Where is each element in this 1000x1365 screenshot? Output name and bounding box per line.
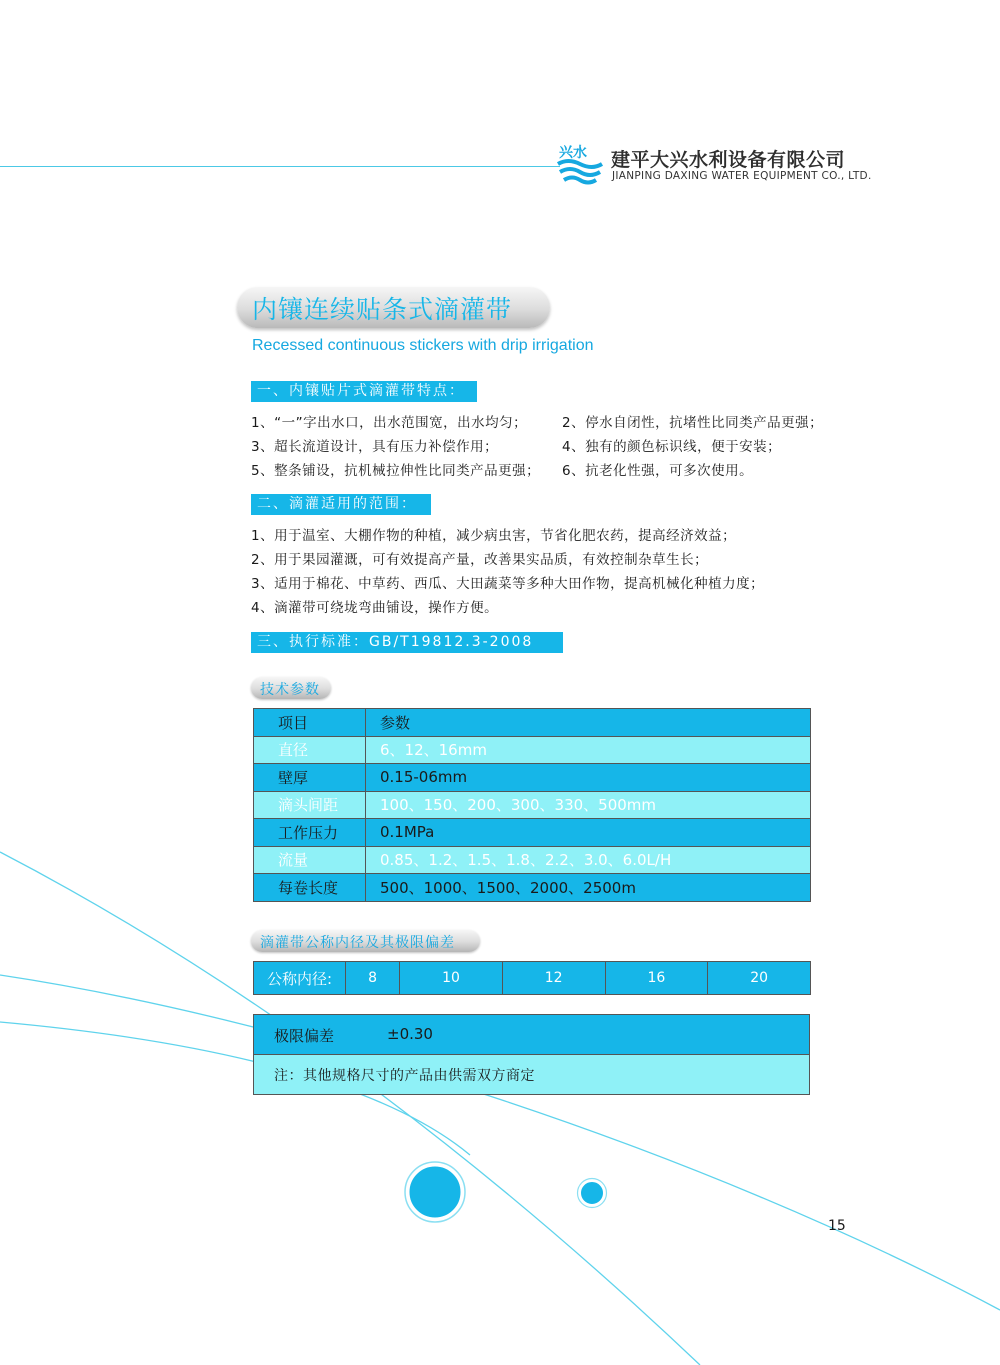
- param-value: 0.1MPa: [366, 819, 811, 847]
- page-number: 15: [828, 1218, 846, 1234]
- feature-item: 4、独有的颜色标识线，便于安装；: [562, 439, 782, 455]
- company-name-cn: 建平大兴水利设备有限公司: [611, 149, 846, 171]
- table-row: [254, 819, 811, 847]
- feature-item: 3、超长流道设计，具有压力补偿作用；: [251, 439, 499, 455]
- section-heading-standard: 三、执行标准：GB/T19812.3-2008: [251, 632, 563, 653]
- tech-params-label: 技术参数: [260, 682, 320, 698]
- diameter-value: 10: [400, 962, 503, 995]
- diameter-label: 滴灌带公称内径及其极限偏差: [260, 935, 455, 951]
- param-key: 滴头间距: [254, 791, 366, 819]
- tolerance-value: ±0.30: [387, 1025, 433, 1043]
- feature-item: 2、停水自闭性，抗堵性比同类产品更强；: [562, 415, 824, 431]
- scope-item: 2、用于果园灌溉，可有效提高产量，改善果实品质，有效控制杂草生长；: [251, 552, 709, 568]
- param-key: 每卷长度: [254, 874, 366, 902]
- section-heading-scope: 二、滴灌适用的范围：: [251, 494, 431, 515]
- param-value: 0.85、1.2、1.5、1.8、2.2、3.0、6.0L/H: [366, 846, 811, 874]
- scope-item: 1、用于温室、大棚作物的种植，减少病虫害，节省化肥农药，提高经济效益；: [251, 528, 737, 544]
- tech-params-table: [253, 708, 811, 902]
- tolerance-label: 极限偏差: [274, 1027, 335, 1045]
- diameter-row-label: 公称内径:: [254, 962, 346, 995]
- scope-item: 3、适用于棉花、中草药、西瓜、大田蔬菜等多种大田作物，提高机械化种植力度；: [251, 576, 765, 592]
- tolerance-note: 注：其他规格尺寸的产品由供需双方商定: [274, 1068, 535, 1084]
- large-circle-icon: [408, 1165, 462, 1219]
- param-key: 直径: [254, 736, 366, 764]
- table-row: [254, 764, 811, 792]
- company-name-en: JIANPING DAXING WATER EQUIPMENT CO., LTD.: [612, 170, 872, 182]
- diameter-value: 12: [502, 962, 605, 995]
- table-row: [254, 874, 811, 902]
- param-value: 0.15-06mm: [366, 764, 811, 792]
- param-key: 项目: [254, 709, 366, 737]
- table-row: [254, 709, 811, 737]
- tolerance-box: [253, 1014, 810, 1055]
- company-logo-icon: [556, 140, 604, 188]
- small-circle-icon: [580, 1181, 604, 1205]
- table-row: [254, 962, 811, 995]
- param-value: 500、1000、1500、2000、2500m: [366, 874, 811, 902]
- scope-item: 4、滴灌带可绕垅弯曲铺设，操作方便。: [251, 600, 499, 616]
- param-value: 100、150、200、300、330、500mm: [366, 791, 811, 819]
- diameter-value: 20: [708, 962, 811, 995]
- page-title: 内镶连续贴条式滴灌带: [252, 295, 513, 324]
- diameter-value: 8: [346, 962, 400, 995]
- table-row: [254, 846, 811, 874]
- diameter-value: 16: [605, 962, 708, 995]
- feature-item: 6、抗老化性强，可多次使用。: [562, 463, 754, 479]
- header-divider: [0, 166, 560, 167]
- page-subtitle: Recessed continuous stickers with drip irrigation: [252, 337, 594, 354]
- section-heading-features: 一、内镶贴片式滴灌带特点：: [251, 381, 477, 402]
- param-value: 6、12、16mm: [366, 736, 811, 764]
- diameter-table: [253, 961, 811, 995]
- param-key: 壁厚: [254, 764, 366, 792]
- param-key: 工作压力: [254, 819, 366, 847]
- table-row: [254, 736, 811, 764]
- table-row: [254, 791, 811, 819]
- param-value: 参数: [366, 709, 811, 737]
- feature-item: 1、“一”字出水口，出水范围宽，出水均匀；: [251, 415, 528, 431]
- param-key: 流量: [254, 846, 366, 874]
- feature-item: 5、整条铺设，抗机械拉伸性比同类产品更强；: [251, 463, 541, 479]
- svg-text:兴水: 兴水: [559, 145, 587, 161]
